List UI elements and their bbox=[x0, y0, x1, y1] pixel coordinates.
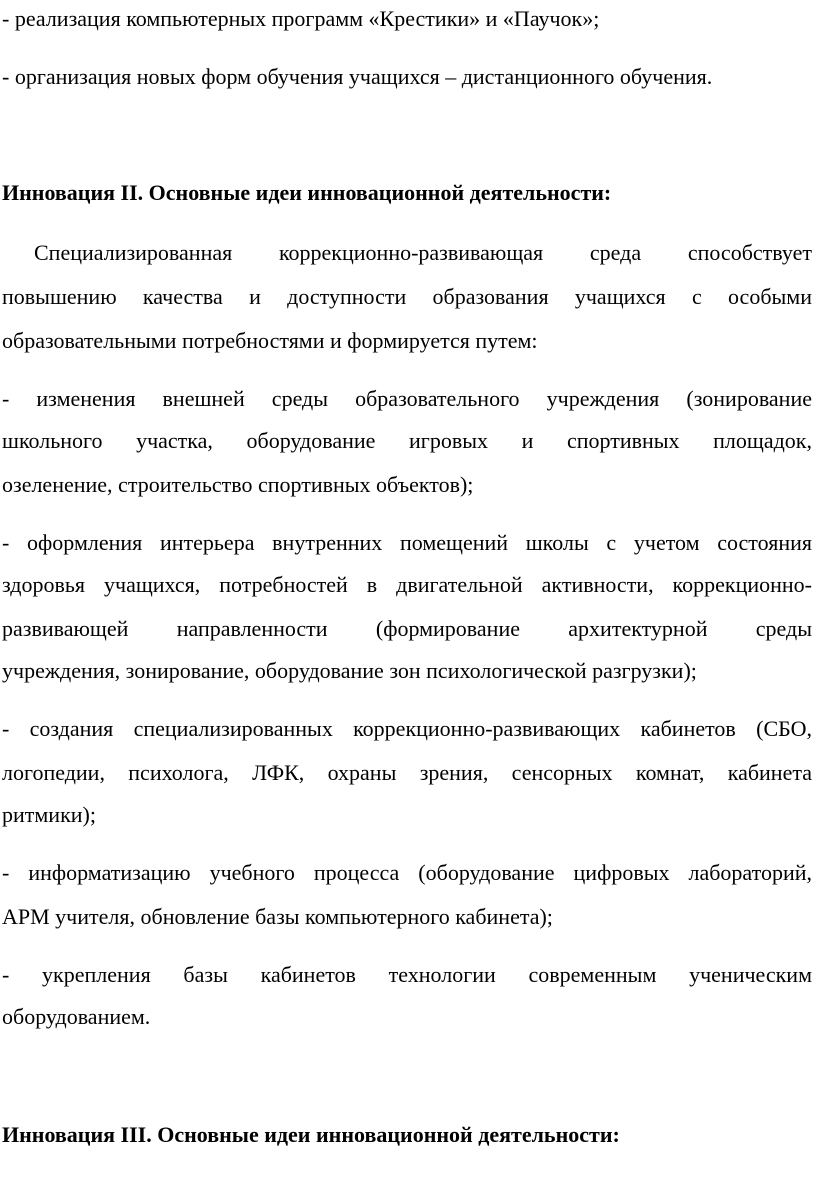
list-item-4-line-1: - информатизацию учебного процесса (оборудование цифровых лабораторий, bbox=[2, 860, 812, 885]
intro-item-1: - реализация компьютерных программ «Крестики» и «Паучок»; bbox=[2, 6, 600, 31]
list-item-4-line-2: АРМ учителя, обновление базы компьютерного кабинета); bbox=[2, 904, 553, 929]
list-item-5-line-1: - укрепления базы кабинетов технологии современным ученическим bbox=[2, 962, 812, 987]
heading-innovation-3: Инновация III. Основные идеи инновационной деятельности: bbox=[2, 1122, 620, 1147]
main-paragraph-line-3: образовательными потребностями и формируется путем: bbox=[2, 328, 538, 353]
list-item-5-line-2: оборудованием. bbox=[2, 1004, 151, 1029]
list-item-3-line-3: ритмики); bbox=[2, 802, 96, 827]
heading-innovation-2: Инновация II. Основные идеи инновационной деятельности: bbox=[2, 180, 612, 205]
list-item-3-line-2: логопедии, психолога, ЛФК, охраны зрения, сенсорных комнат, кабинета bbox=[2, 760, 812, 785]
list-item-1-line-2: школьного участка, оборудование игровых и спортивных площадок, bbox=[2, 428, 812, 453]
main-paragraph-line-2: повышению качества и доступности образования учащихся с особыми bbox=[2, 284, 812, 309]
list-item-1-line-1: - изменения внешней среды образовательного учреждения (зонирование bbox=[2, 386, 812, 411]
list-item-2-line-2: здоровья учащихся, потребностей в двигательной активности, коррекционно- bbox=[2, 572, 812, 597]
list-item-2-line-3: развивающей направленности (формирование архитектурной среды bbox=[2, 616, 812, 641]
intro-item-2: - организация новых форм обучения учащихся – дистанционного обучения. bbox=[2, 64, 713, 89]
list-item-2-line-4: учреждения, зонирование, оборудование зон психологической разгрузки); bbox=[2, 658, 697, 683]
list-item-2-line-1: - оформления интерьера внутренних помещений школы с учетом состояния bbox=[2, 530, 812, 555]
list-item-3-line-1: - создания специализированных коррекционно-развивающих кабинетов (СБО, bbox=[2, 716, 812, 741]
main-paragraph-line-1: Специализированная коррекционно-развивающая среда способствует bbox=[34, 240, 812, 265]
list-item-1-line-3: озеленение, строительство спортивных объектов); bbox=[2, 472, 474, 497]
